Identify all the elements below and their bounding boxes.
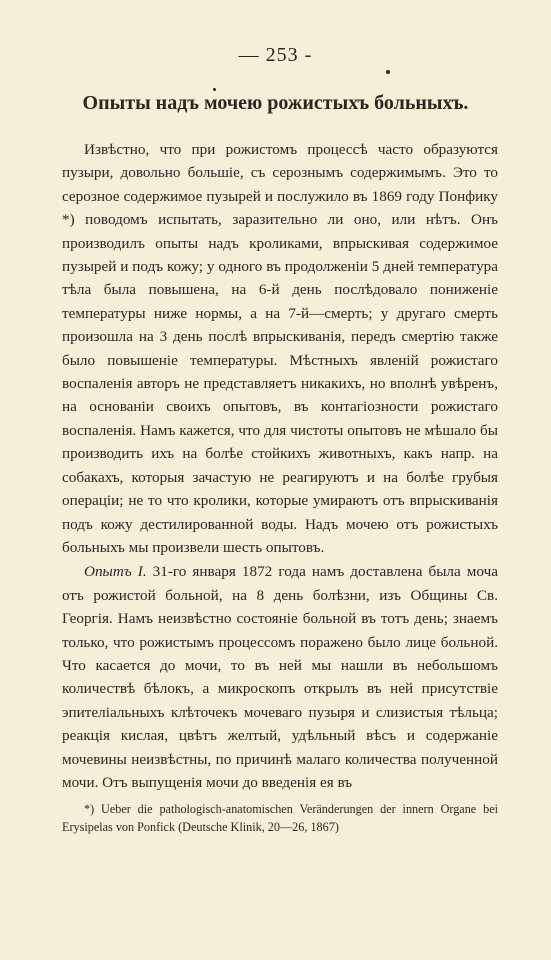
paragraph-text: Извѣстно, что при рожистомъ процессѣ часто образуются пузыри, довольно большіе, съ серознымъ содержимымъ. Это то серозное содержимое пузырей и послужило въ 1869 году Понфику *) поводомъ испытать, заразительно ли оно, или нѣтъ. Онъ производилъ опыты надъ кроликами, впрыскивая содержимое пузырей и подъ кожу; у одного въ продолженіи 5 дней температура тѣла была повышена, на 6-й день послѣдовало пониженіе температуры ниже нормы, а на 7-й—смерть; у другаго смерть произошла на 3 день послѣ впрыскиванія, передъ смертію также было повышеніе температуры. Мѣстныхъ явленій рожистаго воспаленія авторъ не представляетъ никакихъ, но вполнѣ увѣренъ, на основаніи своихъ опытовъ, въ контагіозности рожистаго воспаленія. Намъ кажется, что для чистоты опытовъ не мѣшало бы производить ихъ на болѣе стойкихъ животныхъ, какъ напр. на собакахъ, которыя зачастую не реагируютъ и на болѣе грубыя операціи; не то что кролики, которые умираютъ отъ впрыскиванія подъ кожу дестилированной воды. Надъ мочею отъ рожистыхъ больныхъ мы произвели шесть опытовъ. (62, 141, 498, 556)
section-heading: Опыты надъ мочею рожистыхъ больныхъ. (82, 92, 469, 114)
page-number: — 253 - (238, 44, 313, 66)
footnote: *) Ueber die pathologisch-anatomischen Veränderungen der innern Organe bei Erysipelas von Ponfick (Deutsche Klinik, 20—26, 1867) (62, 802, 498, 834)
ink-speck (213, 88, 216, 91)
experiment-label: Опытъ I. (84, 563, 147, 581)
paragraph-experiment-1 (62, 560, 498, 794)
paragraph-text: 31-го января 1872 года намъ доставлена была моча отъ рожистой больной, на 8 день болѣзни, изъ Общины Св. Георгія. Намъ неизвѣстно состояніе больной въ тотъ день; знаемъ только, что рожистымъ процессомъ поражено было лице больной. Что касается до мочи, то въ ней мы нашли въ небольшомъ количествѣ бѣлокъ, а микроскопъ открылъ въ ней присутствіе эпителіальныхъ клѣточекъ мочеваго пузыря и слизистыя тѣльца; реакція кислая, цвѣтъ желтый, удѣльный вѣсъ и содержаніе мочевины неизвѣстны, по причинѣ малаго количества полученной мочи. Отъ выпущенія мочи до введенія ея въ (62, 563, 498, 791)
paragraph-intro (62, 138, 498, 559)
ink-speck (386, 70, 390, 74)
body-text (62, 138, 498, 794)
